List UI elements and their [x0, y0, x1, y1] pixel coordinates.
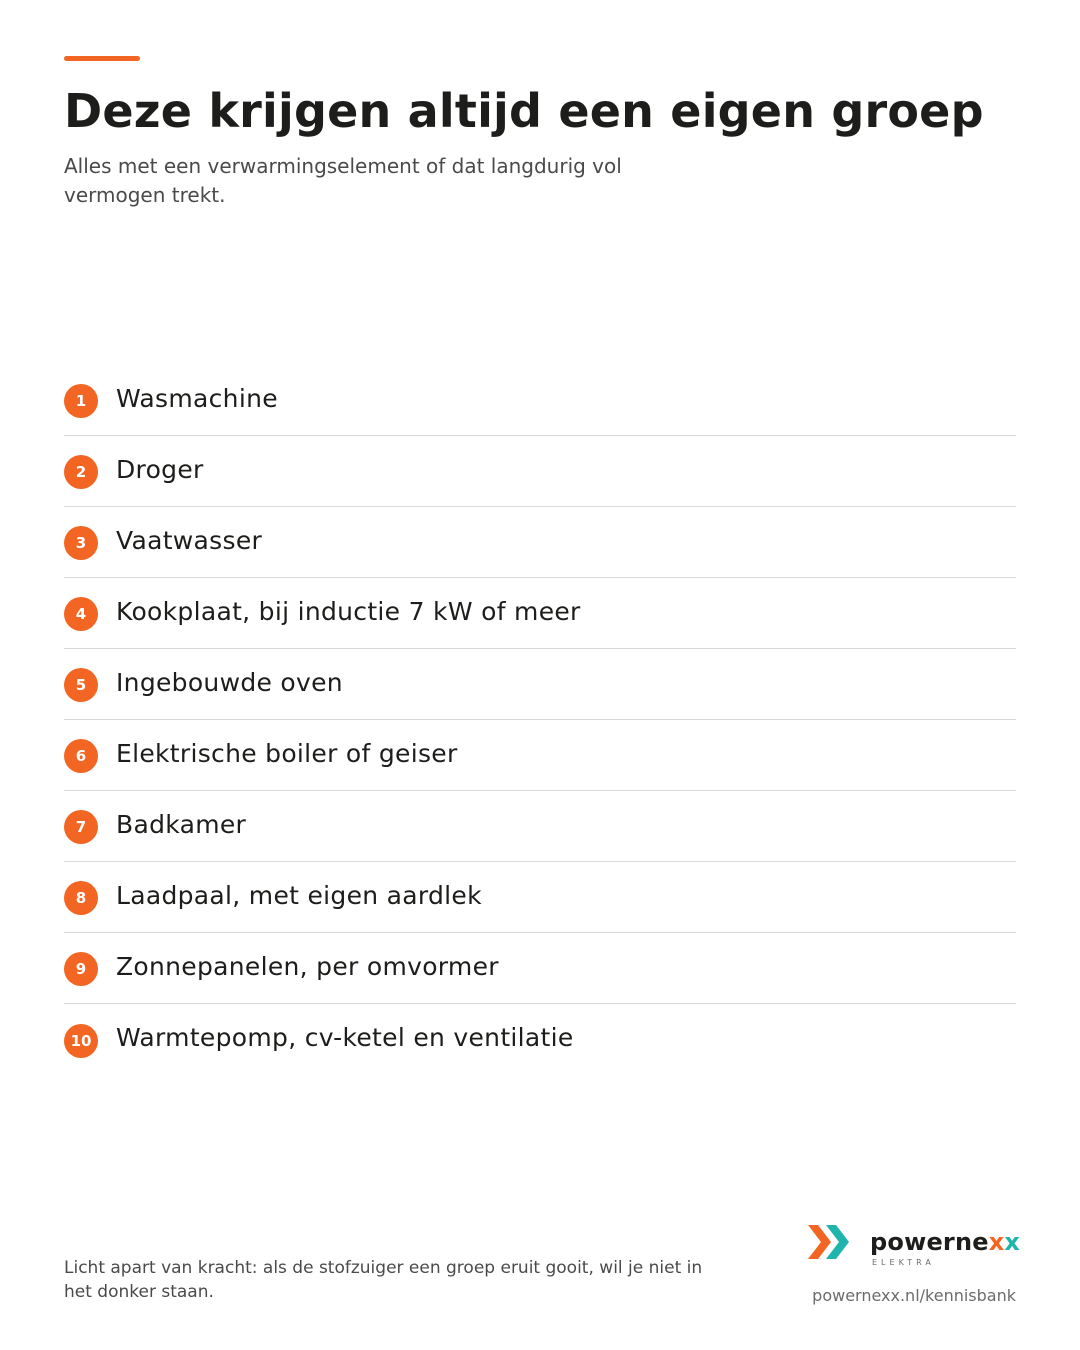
number-badge: 1	[64, 384, 98, 418]
list-item	[64, 507, 1016, 578]
list-item	[64, 933, 1016, 1004]
item-label: Ingebouwde oven	[116, 667, 343, 697]
list-item	[64, 862, 1016, 933]
powernexx-logo	[808, 1222, 1020, 1267]
group-list	[64, 365, 1016, 1075]
number-badge: 9	[64, 952, 98, 986]
double-chevron-logo-icon	[808, 1222, 856, 1262]
number-badge: 8	[64, 881, 98, 915]
number-badge: 7	[64, 810, 98, 844]
item-label: Zonnepanelen, per omvormer	[116, 951, 499, 981]
page-title: Deze krijgen altijd een eigen groep	[64, 84, 984, 138]
item-label: Droger	[116, 454, 204, 484]
number-badge: 3	[64, 526, 98, 560]
item-label: Vaatwasser	[116, 525, 263, 555]
logo-tagline: ELEKTRA	[872, 1258, 935, 1267]
footer-url: powernexx.nl/kennisbank	[812, 1286, 1016, 1305]
list-item	[64, 436, 1016, 507]
accent-bar	[64, 56, 140, 61]
footer-note: Licht apart van kracht: als de stofzuiger een groep eruit gooit, wil je niet in het donker staan.	[64, 1258, 703, 1302]
logo-wordmark: powernexx	[870, 1228, 1021, 1256]
list-item	[64, 578, 1016, 649]
number-badge: 4	[64, 597, 98, 631]
item-label: Laadpaal, met eigen aardlek	[116, 880, 482, 910]
number-badge: 2	[64, 455, 98, 489]
list-item	[64, 1004, 1016, 1075]
item-label: Wasmachine	[116, 383, 278, 413]
number-badge: 5	[64, 668, 98, 702]
number-badge: 6	[64, 739, 98, 773]
item-label: Elektrische boiler of geiser	[116, 738, 458, 768]
number-badge: 10	[64, 1024, 98, 1058]
list-item	[64, 720, 1016, 791]
list-item	[64, 649, 1016, 720]
item-label: Kookplaat, bij inductie 7 kW of meer	[116, 596, 581, 626]
list-item	[64, 791, 1016, 862]
item-label: Warmtepomp, cv-ketel en ventilatie	[116, 1023, 574, 1052]
page-subtitle: Alles met een verwarmingselement of dat langdurig vol vermogen trekt.	[64, 154, 622, 207]
list-item	[64, 365, 1016, 436]
item-label: Badkamer	[116, 809, 247, 839]
